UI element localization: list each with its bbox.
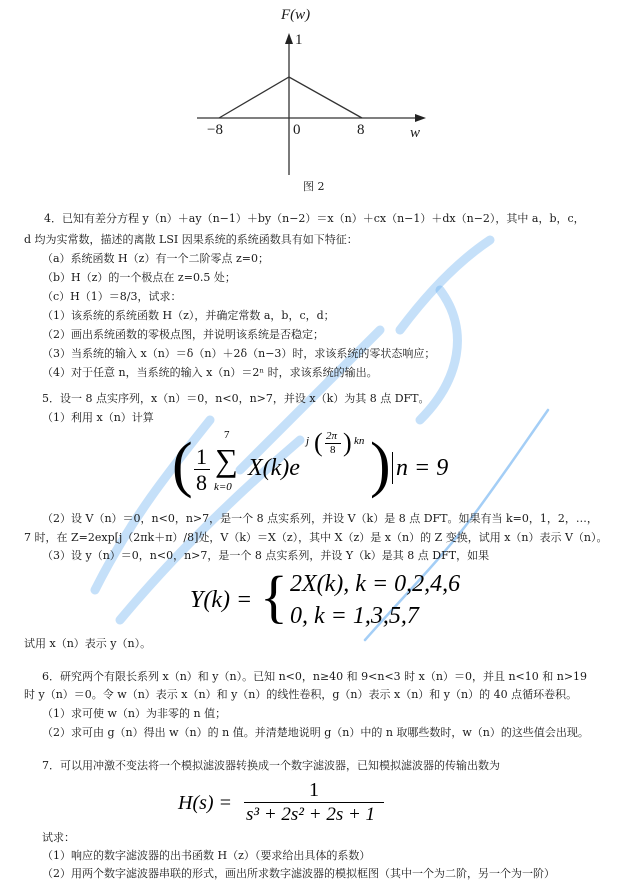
figure-2-triangle-plot — [0, 0, 626, 180]
q4-line: d 均为实常数，描述的离散 LSI 因果系统的系统函数具有如下特征： — [24, 233, 358, 246]
q5-tail: 试用 x（n）表示 y（n）。 — [24, 637, 152, 650]
formula-idft — [172, 428, 462, 500]
triangle-curve — [219, 77, 362, 118]
q5-line: （1）利用 x（n）计算 — [42, 411, 154, 424]
x-tick-8: 8 — [357, 122, 365, 138]
watermark-calligraphy-stroke — [400, 240, 490, 330]
hs-den: s³ + 2s² + 2s + 1 — [246, 804, 376, 825]
x-tick-neg8: −8 — [207, 122, 223, 138]
sum-body: X(k)e — [248, 455, 300, 481]
yk-lhs: Y(k) = — [190, 587, 253, 613]
q4-line: （b）H（z）的一个极点在 z=0.5 处； — [42, 271, 236, 284]
y-axis-label: F(w) — [281, 7, 311, 23]
eval-bar — [392, 452, 393, 484]
q7-line: （1）响应的数字滤波器的出书函数 H（z）（要求给出具体的系数） — [42, 849, 371, 862]
q4-line: （3）当系统的输入 x（n）＝δ（n）＋2δ（n−3）时，求该系统的零状态响应； — [42, 347, 436, 360]
exp-left-paren: ( — [314, 428, 323, 457]
exp-num: 2π — [326, 430, 338, 442]
eval-point: n = 9 — [396, 455, 449, 481]
y-axis-arrow — [285, 33, 293, 44]
q4-line: 4．已知有差分方程 y（n）＋ay（n−1）＋by（n−2）＝x（n）＋cx（n−1）＋dx（n−2），其中 a，b，c， — [44, 212, 585, 225]
q6-line: 时 y（n）＝0。令 w（n）表示 x（n）和 y（n）的线性卷积，g（n）表示 x（n）和 y（n）的 40 点循环卷积。 — [24, 688, 578, 701]
fraction-eight: 8 — [196, 470, 207, 495]
q5-line: （3）设 y（n）＝0，n<0，n>7，是一个 8 点实系列，并设 Y（k）是其 8 点 DFT，如果 — [42, 549, 490, 562]
sum-upper: 7 — [224, 429, 230, 441]
right-paren: ) — [370, 431, 391, 499]
q4-line: （4）对于任意 n，当系统的输入 x（n）＝2ⁿ 时，求该系统的输出。 — [42, 366, 378, 379]
y-tick-1: 1 — [295, 32, 303, 48]
q4-line: （2）画出系统函数的零极点图，并说明该系统是否稳定； — [42, 328, 324, 341]
left-paren: ( — [172, 431, 193, 499]
hs-lhs: H(s) = — [178, 792, 233, 814]
q5-line: 5．设一 8 点实序列，x（n）＝0，n<0，n>7，并设 x（k）为其 8 点 DFT。 — [42, 392, 430, 405]
q6-line: 6．研究两个有限长系列 x（n）和 y（n）。已知 n<0，n≥40 和 9<n<3 时 x（n）＝0，并且 n<10 和 n>19 — [42, 670, 588, 683]
brace: { — [260, 564, 288, 629]
x-axis-arrow — [415, 114, 426, 122]
formula-yk — [190, 564, 510, 632]
q4-line: （c）H（1）＝8/3，试求： — [42, 290, 182, 303]
q7-intro: 7．可以用冲激不变法将一个模拟滤波器转换成一个数字滤波器，已知模拟滤波器的传输出数为 — [42, 759, 500, 772]
x-tick-0: 0 — [293, 122, 301, 138]
hs-num: 1 — [309, 779, 319, 801]
exp-right-paren: ) — [343, 428, 352, 457]
q7-line: 试求： — [42, 831, 75, 844]
yk-case2: 0, k = 1,3,5,7 — [290, 603, 419, 629]
figure-caption: 图 2 — [303, 180, 325, 193]
exp-j: j — [306, 435, 310, 447]
sum-lower: k=0 — [214, 481, 232, 493]
hs-bar — [244, 802, 384, 803]
exp-den: 8 — [330, 444, 336, 456]
q6-line: （2）求可由 g（n）得出 w（n）的 n 值。并清楚地说明 g（n）中的 n 取哪些数时，w（n）的这些值会出现。 — [42, 726, 589, 739]
q4-line: （1）该系统的系统函数 H（z），并确定常数 a，b，c，d； — [42, 309, 335, 322]
fraction-one: 1 — [196, 444, 207, 469]
sigma: ∑ — [215, 442, 238, 478]
x-axis-label: w — [410, 125, 421, 141]
yk-case1: 2X(k), k = 0,2,4,6 — [290, 571, 461, 597]
q7-line: （2）用两个数字滤波器串联的形式，画出所求数字滤波器的模拟框图（其中一个为二阶，另一个为一阶） — [42, 867, 555, 880]
q5-line: 7 时，在 Z=2exp[j（2πk＋π）/8]处，V（k）＝X（z），其中 X（z）是 x（n）的 Z 变换，试用 x（n）表示 V（n）。 — [24, 531, 608, 544]
q6-line: （1）求可使 w（n）为非零的 n 值； — [42, 707, 227, 720]
q5-line: （2）设 V（n）＝0，n<0，n>7，是一个 8 点实系列，并设 V（k）是 8 点 DFT。如果有当 k=0，1，2，…， — [42, 512, 598, 525]
formula-hs — [178, 780, 408, 826]
q4-line: （a）系统函数 H（z）有一个二阶零点 z=0； — [42, 252, 269, 265]
exp-kn: kn — [354, 435, 365, 447]
